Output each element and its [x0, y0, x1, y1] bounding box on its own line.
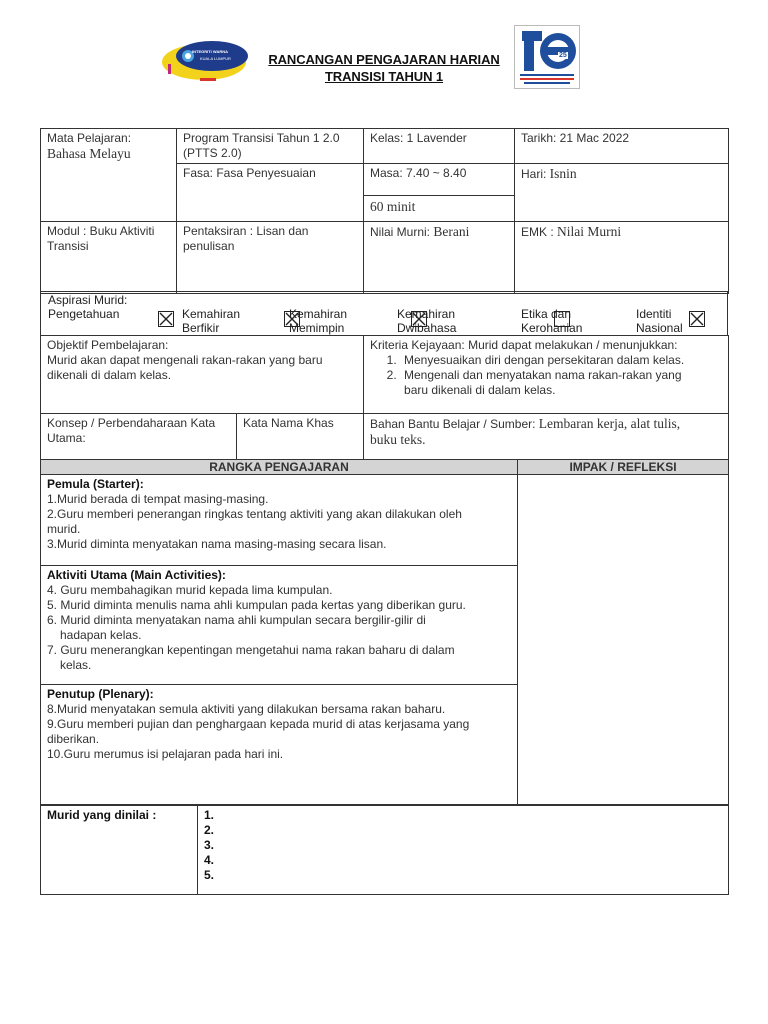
murid-dinilai-item: 1. — [204, 808, 215, 822]
aspirasi-item-memimpin — [289, 307, 347, 335]
masa-cell — [364, 164, 515, 222]
murid-dinilai-item: 5. — [204, 868, 215, 882]
pemula-title: Pemula (Starter): — [47, 477, 144, 491]
emk-value: Nilai Murni — [557, 224, 622, 239]
aspirasi-item-dwibahasa — [397, 307, 456, 335]
aktiviti-line: 6. Murid diminta menyatakan nama ahli kumpulan secara bergilir-gilir di — [47, 613, 426, 627]
hari-cell — [515, 164, 729, 222]
kriteria-label: Kriteria Kejayaan: Murid dapat melakukan / menunjukkan: — [370, 338, 678, 352]
mata-pelajaran-label: Mata Pelajaran: — [47, 131, 132, 145]
nilai-label: Nilai Murni: — [370, 225, 434, 239]
aspirasi-item-pengetahuan — [48, 307, 119, 321]
aktiviti-title: Aktiviti Utama (Main Activities): — [47, 568, 226, 582]
check-x-icon — [690, 312, 704, 326]
murid-dinilai-table — [40, 805, 729, 895]
check-x-icon — [159, 312, 173, 326]
aspirasi-item-label: Kemahiran — [397, 307, 456, 321]
objective-table — [40, 335, 729, 460]
konsep-label-line2: Utama: — [47, 431, 86, 445]
aktiviti-line: 4. Guru membahagikan murid kepada lima kumpulan. — [47, 583, 333, 597]
bahan-label: Bahan Bantu Belajar / Sumber: — [370, 417, 539, 431]
kriteria-cell — [364, 336, 729, 414]
pentaksiran-cell — [177, 222, 364, 294]
aspirasi-item-kerohanian — [521, 307, 582, 335]
aspirasi-item-nasional — [636, 307, 683, 335]
penutup-line: diberikan. — [47, 732, 100, 746]
objektif-label: Objektif Pembelajaran: — [47, 338, 169, 352]
page-title: RANCANGAN PENGAJARAN HARIAN — [268, 52, 500, 67]
kriteria-item: 2. Mengenali dan menyatakan nama rakan-rakan yang baru dikenali di dalam kelas. — [400, 368, 722, 398]
bahan-cell — [364, 414, 729, 460]
ministry-logo — [514, 25, 580, 89]
aspirasi-item-label: Dwibahasa — [397, 321, 457, 335]
pemula-section — [41, 475, 518, 566]
program-line2: (PTTS 2.0) — [183, 146, 242, 160]
penutup-section — [41, 685, 518, 805]
emk-cell — [515, 222, 729, 294]
aspirasi-item-label: Identiti — [636, 307, 672, 321]
impak-refleksi-cell[interactable] — [518, 475, 729, 805]
murid-dinilai-list[interactable] — [198, 806, 729, 895]
aktiviti-line: hadapan kelas. — [60, 628, 142, 642]
aspirasi-item-label: Berfikir — [182, 321, 220, 335]
aspirasi-item-label: Nasional — [636, 321, 683, 335]
aspirasi-item-berfikir — [182, 307, 240, 335]
kriteria-item: 1. Menyesuaikan diri dengan persekitaran dalam kelas. — [400, 353, 722, 368]
modul-cell — [41, 222, 177, 294]
fasa-cell: Fasa: Fasa Penyesuaian — [177, 164, 364, 222]
konsep-cell — [41, 414, 237, 460]
page-subtitle: TRANSISI TAHUN 1 — [324, 69, 444, 84]
aspirasi-item-label: Etika dan — [521, 307, 572, 321]
aktiviti-line: 5. Murid diminta menulis nama ahli kumpulan pada kertas yang diberikan guru. — [47, 598, 466, 612]
nilai-murni-cell — [364, 222, 515, 294]
checkbox-kerohanian[interactable] — [689, 311, 705, 327]
objektif-line2: dikenali di dalam kelas. — [47, 368, 172, 382]
bahan-value-line2: buku teks. — [370, 432, 426, 447]
penutup-line: 9.Guru memberi pujian dan penghargaan kepada murid di atas kerjasama yang — [47, 717, 470, 731]
penutup-line: 10.Guru merumus isi pelajaran pada hari ini. — [47, 747, 284, 761]
hari-value: Isnin — [549, 166, 577, 181]
murid-dinilai-item: 3. — [204, 838, 215, 852]
pemula-line: 3.Murid diminta menyatakan nama masing-masing secara lisan. — [47, 537, 387, 551]
pemula-line: murid. — [47, 522, 81, 536]
kelas-cell: Kelas: 1 Lavender — [364, 129, 515, 164]
modul-line1: Modul : Buku Aktiviti — [47, 224, 155, 238]
modul-line2: Transisi — [47, 239, 89, 253]
aktiviti-section — [41, 566, 518, 685]
bahan-value-line1: Lembaran kerja, alat tulis, — [538, 416, 681, 431]
aspirasi-item-label: Kemahiran — [289, 307, 348, 321]
duration-value: 60 minit — [370, 199, 416, 214]
pemula-line: 2.Guru memberi penerangan ringkas tentang aktiviti yang akan dilakukan oleh — [47, 507, 462, 521]
pemula-line: 1.Murid berada di tempat masing-masing. — [47, 492, 269, 506]
tarikh-cell: Tarikh: 21 Mac 2022 — [515, 129, 729, 164]
murid-dinilai-item: 4. — [204, 853, 215, 867]
murid-dinilai-item: 2. — [204, 823, 215, 837]
program-line1: Program Transisi Tahun 1 2.0 — [183, 131, 340, 145]
konsep-value-cell: Kata Nama Khas — [237, 414, 364, 460]
checkbox-pengetahuan[interactable] — [158, 311, 174, 327]
info-table — [40, 128, 729, 294]
school-logo — [160, 36, 250, 86]
logo-subtext: KUALA LUMPUR — [200, 56, 231, 61]
mata-pelajaran-value: Bahasa Melayu — [47, 146, 131, 161]
aspirasi-item-label: Memimpin — [289, 321, 345, 335]
rangka-header: RANGKA PENGAJARAN — [41, 460, 518, 475]
nilai-value: Berani — [433, 224, 470, 239]
masa-label: Masa: 7.40 ~ 8.40 — [364, 164, 514, 196]
aspirasi-item-label: Kerohanian — [521, 321, 583, 335]
konsep-label-line1: Konsep / Perbendaharaan Kata — [47, 416, 216, 430]
aspirasi-item-label: Kemahiran — [182, 307, 241, 321]
logo-badge: 25 — [559, 52, 567, 59]
aspirasi-section — [40, 291, 728, 336]
objektif-cell — [41, 336, 364, 414]
rangka-table — [40, 459, 729, 805]
penutup-title: Penutup (Plenary): — [47, 687, 154, 701]
mata-pelajaran-cell — [41, 129, 177, 222]
murid-dinilai-label: Murid yang dinilai : — [41, 806, 198, 895]
pentaksiran-line1: Pentaksiran : Lisan dan — [183, 224, 309, 238]
hari-label: Hari: — [521, 167, 550, 181]
logo-text: INTEGRITI WARNA — [192, 49, 228, 54]
emk-label: EMK : — [521, 225, 558, 239]
objektif-line1: Murid akan dapat mengenali rakan-rakan yang baru — [47, 353, 323, 367]
program-cell — [177, 129, 364, 164]
penutup-line: 8.Murid menyatakan semula aktiviti yang dilakukan bersama rakan baharu. — [47, 702, 446, 716]
aktiviti-line: 7. Guru menerangkan kepentingan mengetahui nama rakan baharu di dalam — [47, 643, 455, 657]
impak-header: IMPAK / REFLEKSI — [518, 460, 729, 475]
aspirasi-item-label: Pengetahuan — [48, 307, 120, 321]
aktiviti-line: kelas. — [60, 658, 92, 672]
aspirasi-label: Aspirasi Murid: — [48, 293, 128, 307]
pentaksiran-line2: penulisan — [183, 239, 235, 253]
